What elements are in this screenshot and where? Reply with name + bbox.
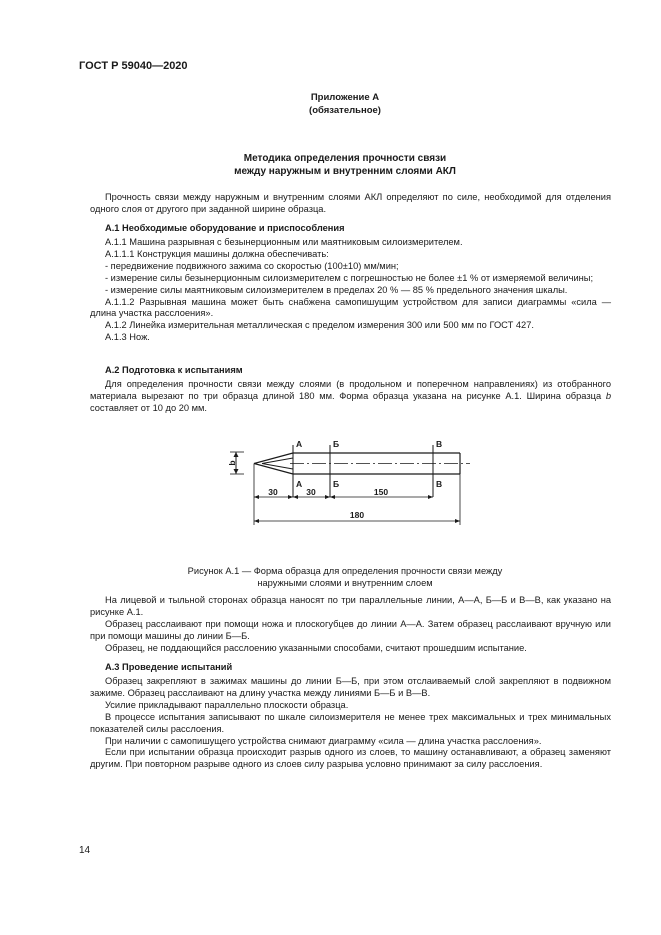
dim-label-30-first: 30 bbox=[268, 487, 278, 497]
list-item: - измерение силы безынерционным силоизмерителем с погрешностью не более ±1 % от измеряемой величины; bbox=[105, 272, 594, 283]
intro-text: Прочность связи между наружным и внутренним слоями АКЛ определяют по силе, необходимой для отделения одного слоя от другого при заданной ширине образца. bbox=[90, 192, 611, 214]
list-item: А.1.1.2 Разрывная машина может быть снабжена самопишущим устройством для записи диаграммы «сила — длина участка расслоения». bbox=[90, 296, 611, 319]
figure-specimen-diagram bbox=[0, 425, 661, 565]
paragraph bbox=[90, 379, 611, 415]
list-item: А.1.2 Линейка измерительная металлическая с пределом измерения 300 или 500 мм по ГОСТ 427. bbox=[105, 320, 534, 331]
intro-paragraph bbox=[90, 192, 611, 216]
section-heading-a3: А.3 Проведение испытаний bbox=[105, 662, 233, 672]
caption-line-2: наружными слоями и внутренним слоем bbox=[257, 578, 433, 588]
section-heading-a1: А.1 Необходимые оборудование и приспособления bbox=[105, 223, 345, 233]
line-label-b-top: Б bbox=[333, 439, 340, 449]
dim-label-180: 180 bbox=[349, 510, 365, 520]
paragraph: На лицевой и тыльной сторонах образца наносят по три параллельные линии, А—А, Б—Б и В—В, как указано на рисунке А.1. bbox=[90, 595, 611, 617]
page-number: 14 bbox=[79, 845, 91, 856]
dim-label-30-second: 30 bbox=[306, 487, 316, 497]
section-a3-body bbox=[90, 676, 611, 771]
appendix-title: Приложение А bbox=[310, 92, 380, 103]
paragraph: Если при испытании образца происходит разрыв одного из слоев, то машину останавливают, а образец заменяют другим. При повторном разрыве одного из слоев силу разрыва условно принимают за силу расслоения. bbox=[90, 747, 611, 770]
list-item: - измерение силы маятниковым силоизмерителем в пределах 20 % — 85 % предельного значения шкалы. bbox=[105, 284, 568, 295]
document-title bbox=[79, 152, 611, 178]
appendix-type: (обязательное) bbox=[309, 105, 381, 116]
list-item: А.1.1.1 Конструкция машины должна обеспечивать: bbox=[105, 248, 329, 259]
paragraph: При наличии с самопишущего устройства снимают диаграмму «сила — длина участка расслоения». bbox=[105, 735, 542, 746]
document-header: ГОСТ Р 59040—2020 bbox=[79, 60, 188, 72]
line-label-v-top: В bbox=[436, 439, 443, 449]
list-item: - передвижение подвижного зажима со скоростью (100±10) мм/мин; bbox=[105, 260, 399, 271]
title-line-1: Методика определения прочности связи bbox=[243, 153, 447, 164]
paragraph: Усилие прикладывают параллельно плоскости образца. bbox=[105, 699, 349, 710]
variable-b: b bbox=[605, 390, 611, 401]
section-a2-body bbox=[90, 379, 611, 415]
caption-line-1: Рисунок А.1 — Форма образца для определения прочности связи между bbox=[187, 566, 503, 576]
paragraph: Образец расслаивают при помощи ножа и плоскогубцев до линии А—А. Затем образец расслаивают вручную или при помощи машины до линии Б—Б. bbox=[90, 618, 611, 641]
paragraph: Образец закрепляют в зажимах машины до линии Б—Б, при этом отслаиваемый слой закрепляют в подвижном зажиме. Образец расслаивают на длину участка между линиями Б—Б и В—В. bbox=[90, 676, 611, 698]
section-a1-body bbox=[90, 237, 611, 344]
paragraph: Образец, не поддающийся расслоению указанными способами, считают прошедшим испытание. bbox=[105, 642, 527, 653]
line-label-a-top: А bbox=[296, 439, 303, 449]
paragraph-text: составляет от 10 до 20 мм. bbox=[90, 402, 207, 413]
title-line-2: между наружным и внутренним слоями АКЛ bbox=[234, 166, 456, 177]
figure-caption bbox=[79, 565, 611, 589]
list-item: А.1.3 Нож. bbox=[105, 332, 150, 343]
line-label-v-bottom: В bbox=[436, 479, 443, 489]
width-label: b bbox=[227, 460, 237, 466]
list-item: А.1.1 Машина разрывная с безынерционным или маятниковым силоизмерителем. bbox=[105, 237, 463, 247]
after-figure-body bbox=[90, 595, 611, 655]
paragraph-text: Для определения прочности связи между слоями (в продольном и поперечном направлениях) из отобранного материала вырезают по три образца длиной 180 мм. Форма образца указана на рисунке А.1. Ширина образца bbox=[90, 379, 611, 401]
dim-label-150: 150 bbox=[373, 487, 389, 497]
line-label-a-bottom: А bbox=[296, 479, 303, 489]
line-label-b-bottom: Б bbox=[333, 479, 340, 489]
section-heading-a2: А.2 Подготовка к испытаниям bbox=[105, 365, 243, 375]
paragraph: В процессе испытания записывают по шкале силоизмерителя не менее трех максимальных и трех минимальных показателей силы расслоения. bbox=[90, 711, 611, 734]
